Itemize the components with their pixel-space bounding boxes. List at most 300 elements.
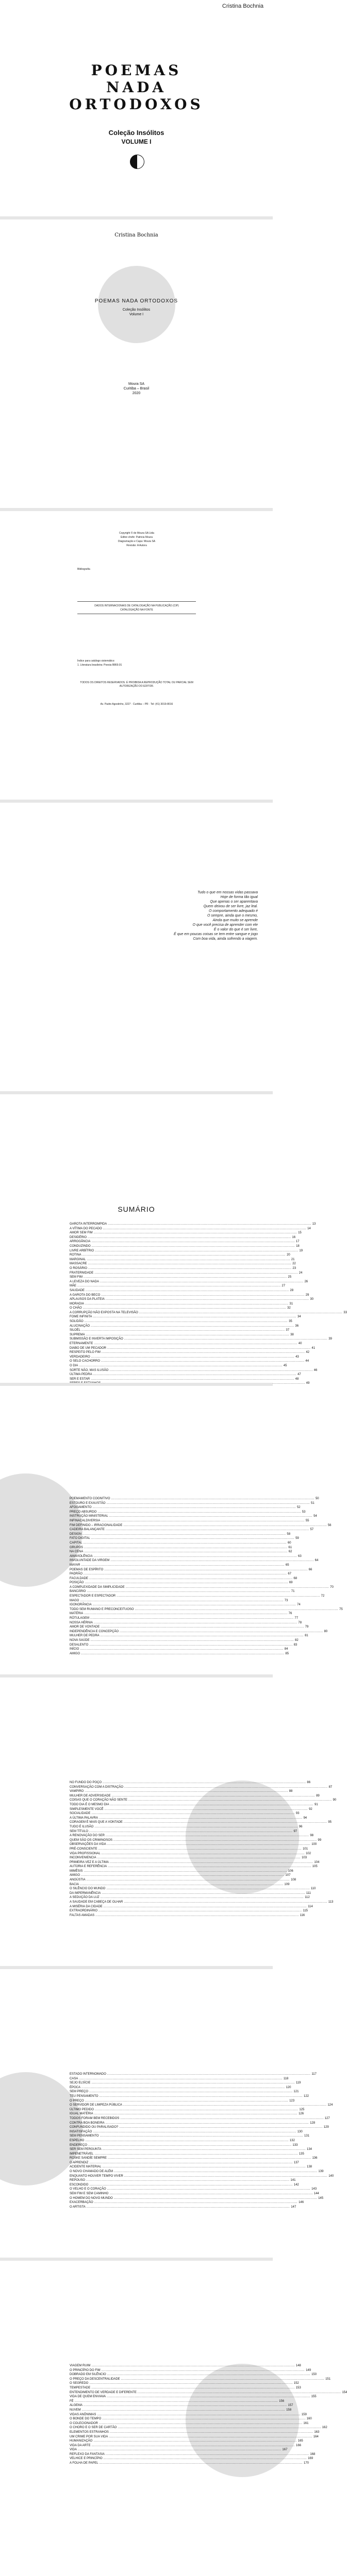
toc-entry-title: TEMPESTADE <box>70 2386 91 2389</box>
toc-dot-leader <box>105 1807 308 1812</box>
toc-entry-page: 83 <box>293 1643 298 1647</box>
toc-entry-page: 66 <box>308 1568 312 1571</box>
toc-entry <box>70 2139 295 2143</box>
toc-dot-leader <box>91 1355 294 1360</box>
toc-dot-leader <box>80 1599 283 1603</box>
cover-page <box>0 0 273 216</box>
toc-entry-page: 127 <box>324 2116 330 2120</box>
toc-entry-page: 133 <box>292 2143 298 2147</box>
toc-dot-leader <box>124 1820 327 1825</box>
toc-entry-page: 122 <box>303 2094 309 2098</box>
toc-entry-page: 153 <box>295 2386 301 2389</box>
toc-dot-leader <box>109 1368 312 1373</box>
toc-entry-page: 74 <box>297 1603 301 1607</box>
toc-dot-leader <box>88 1235 291 1240</box>
toc-entry <box>70 1222 316 1227</box>
toc-entry <box>70 1342 302 1346</box>
toc-page-2 <box>0 1386 343 1674</box>
toc-entry-title: SIMPLESMENTE VOCÊ <box>70 1807 104 1811</box>
toc-entry-title: INVOLUNTADE DA VIRGEM <box>70 1559 110 1563</box>
toc-dot-leader <box>126 1585 329 1590</box>
toc-dot-leader <box>89 2090 292 2094</box>
toc-dot-leader <box>99 2421 302 2426</box>
toc-entry <box>70 2456 313 2461</box>
toc-entry <box>70 1505 301 1510</box>
toc-dot-leader <box>107 1501 310 1506</box>
toc-entry-page: 68 <box>293 1577 298 1580</box>
toc-entry-title: NOSSA HÉRNIA <box>70 1621 93 1624</box>
toc-entry-title: HUMANIZAÇÃO <box>70 2439 93 2443</box>
toc-entry-page: 100 <box>311 1843 317 1846</box>
toc-entry <box>70 1280 308 1284</box>
toc-entry-title: O ROSÁRIO <box>70 1266 88 1270</box>
toc-page-5 <box>0 2261 347 2549</box>
toc-entry-page: 108 <box>291 1878 296 1882</box>
toc-entry-title: AMIGO <box>70 1652 80 1655</box>
toc-entry <box>70 1572 291 1577</box>
toc-page-1 <box>0 1094 347 1385</box>
toc-dot-leader <box>86 1333 289 1337</box>
toc-entry <box>70 2417 312 2421</box>
toc-entry <box>70 1895 310 1900</box>
half-title-volume: Volume I <box>129 313 144 316</box>
toc-dot-leader <box>124 1785 327 1790</box>
toc-dot-leader <box>97 1856 301 1860</box>
toc-entry <box>70 1523 332 1528</box>
toc-dot-leader <box>91 1638 294 1643</box>
toc-entry-page: 60 <box>287 1541 291 1545</box>
toc-dot-leader <box>79 1364 282 1368</box>
toc-entry-page: 107 <box>285 1874 291 1877</box>
toc-entry <box>70 2134 309 2139</box>
toc-entry <box>70 1532 291 1537</box>
toc-entry-title: VIDA <box>70 2448 77 2452</box>
toc-entry-title: A RENOVAÇÃO DO SER <box>70 1834 105 1838</box>
toc-dot-leader <box>94 2200 298 2205</box>
toc-entry-page: 41 <box>311 1346 316 1350</box>
rule <box>77 601 196 602</box>
toc-dot-leader <box>88 2143 291 2148</box>
poem-line: Que apenas o ser aparentava <box>210 900 258 904</box>
toc-entry <box>70 2426 327 2430</box>
toc-entry-title: NA CENA <box>70 1550 84 1554</box>
toc-entry-title: ENQUANTO HOUVER TEMPO VIVER <box>70 2174 123 2178</box>
toc-dot-leader <box>106 1834 309 1838</box>
toc-entry-title: ESPECTADOR E ESPECTADOR <box>70 1595 116 1598</box>
toc-dot-leader <box>108 2156 311 2161</box>
toc-entry <box>70 1346 316 1351</box>
toc-entry-title: CONVERSAÇÃO COM A DISTRAÇÃO <box>70 1785 124 1789</box>
toc-entry <box>70 1607 343 1612</box>
toc-dot-leader <box>98 1847 302 1852</box>
toc-entry-page: 120 <box>286 2086 291 2089</box>
toc-entry-page: 141 <box>290 2179 296 2182</box>
toc-entry-title: ANGÚSTIA <box>70 1878 86 1882</box>
toc-dot-leader <box>110 1803 313 1807</box>
toc-entry-page: 95 <box>328 1821 332 1824</box>
toc-entry <box>70 1594 325 1599</box>
toc-entry-page: 79 <box>305 1625 309 1629</box>
toc-entry <box>70 2116 330 2121</box>
toc-entry-title: VIDA DE QUEM ENVIAVA <box>70 2395 106 2399</box>
toc-dot-leader <box>107 2072 310 2077</box>
toc-entry <box>70 1820 332 1825</box>
toc-dot-leader <box>91 1811 294 1816</box>
toc-entry-title: ETERNAMENTE <box>70 1342 93 1346</box>
toc-entry <box>70 2421 309 2426</box>
toc-entry-page: 75 <box>339 1607 343 1611</box>
toc-entry <box>70 2161 299 2165</box>
index-item: 1. Literatura brasileira: Poesia B869.91 <box>77 664 122 667</box>
toc-entry-page: 58 <box>287 1532 291 1536</box>
toc-entry-page: 117 <box>311 2073 317 2076</box>
toc-entry <box>70 1807 312 1812</box>
toc-entry-title: A SAUDADE EM CABEÇA DE OLHAR <box>70 1901 123 1904</box>
toc-entry <box>70 1887 316 1891</box>
toc-entry-title: AFOGAMENTO <box>70 1506 92 1510</box>
toc-list <box>70 1781 337 1918</box>
toc-entry-page: 14 <box>307 1227 311 1230</box>
toc-dot-leader <box>91 1324 294 1329</box>
toc-entry <box>70 2448 288 2452</box>
toc-entry-page: 34 <box>297 1315 301 1319</box>
isbn-label: Bibliografia <box>77 568 90 571</box>
toc-entry-title: CORAGEM É MAIS QUE A VONTADE <box>70 1821 123 1824</box>
toc-entry <box>70 2444 301 2448</box>
toc-entry-page: 115 <box>303 1909 308 1913</box>
toc-entry <box>70 1315 301 1319</box>
toc-dot-leader <box>114 2170 317 2174</box>
toc-entry-title: DESALENTO <box>70 1643 89 1647</box>
toc-page-3 <box>0 1677 337 1966</box>
toc-dot-leader <box>88 1262 291 1266</box>
toc-entry-page: 40 <box>298 1342 302 1346</box>
toc-entry-title: TODO DIA É O MESMO DIA <box>70 1803 109 1806</box>
toc-entry-page: 62 <box>288 1550 292 1554</box>
toc-entry-title: RESPEITO PELO FIM <box>70 1351 101 1354</box>
toc-entry-title: REPOUSO <box>70 2179 86 2182</box>
toc-dot-leader <box>90 1616 293 1621</box>
toc-entry <box>70 1905 313 1909</box>
toc-dot-leader <box>107 2395 310 2399</box>
toc-entry-title: AUTORIA E REFERÊNCIA <box>70 1865 107 1869</box>
toc-entry-page: 18 <box>296 1244 300 1248</box>
toc-dot-leader <box>85 2099 288 2104</box>
toc-entry <box>70 1630 328 1634</box>
toc-entry-page: 99 <box>318 1838 322 1842</box>
toc-entry-title: UM CRIME POR SUA VIDA <box>70 2435 108 2438</box>
toc-entry-title: ALGEMA <box>70 2404 83 2408</box>
toc-entry-title: A COMPLEXIDADE DA SIMPLICIDADE <box>70 1585 125 1589</box>
toc-entry-page: 42 <box>306 1351 309 1354</box>
toc-entry <box>70 1603 301 1607</box>
toc-entry-page: 139 <box>318 2170 324 2174</box>
toc-entry-page: 155 <box>311 2395 317 2399</box>
toc-entry-page: 116 <box>300 1913 305 1917</box>
toc-dot-leader <box>89 1577 292 1581</box>
toc-dot-leader <box>113 1838 317 1843</box>
toc-entry-title: INFINACALDIVERSIA <box>70 1519 101 1522</box>
toc-entry-title: MIMÊSIS <box>70 1869 83 1873</box>
toc-entry <box>70 1368 318 1373</box>
cover-volume: VOLUME I <box>121 138 152 145</box>
design-line: Diagramação e Capa: Moura SA <box>118 540 156 543</box>
toc-entry-page: 137 <box>293 2161 299 2164</box>
toc-entry-title: O VELHO E O CORAÇÃO <box>70 2188 106 2191</box>
toc-entry <box>70 1883 290 1887</box>
toc-page-4 <box>0 1969 334 2258</box>
toc-entry-page: 54 <box>313 1515 317 1518</box>
toc-entry-page: 30 <box>310 1298 314 1301</box>
toc-dot-leader <box>120 2116 323 2121</box>
toc-entry-page: 27 <box>282 1284 286 1288</box>
toc-entry <box>70 1647 288 1652</box>
toc-entry <box>70 2143 298 2148</box>
toc-entry-page: 168 <box>310 2452 316 2456</box>
toc-entry <box>70 1891 311 1896</box>
toc-entry <box>70 2413 307 2417</box>
toc-entry-title: O SILÊNCIO DO MUNDO <box>70 1887 106 1891</box>
toc-dot-leader <box>85 1302 288 1307</box>
half-title-author: Cristina Bochnia <box>114 232 158 238</box>
toc-entry <box>70 2072 317 2077</box>
toc-entry-page: 56 <box>327 1523 332 1527</box>
toc-entry-page: 81 <box>305 1634 308 1638</box>
toc-entry-title: ELEMENTOS ESTRANHOS <box>70 2430 109 2434</box>
toc-entry <box>70 1249 303 1253</box>
toc-dot-leader <box>102 2417 305 2421</box>
toc-entry <box>70 2205 296 2210</box>
toc-entry-title: MAYAR <box>70 1563 80 1567</box>
toc-dot-leader <box>85 1789 288 1794</box>
toc-entry-page: 156 <box>279 2399 285 2403</box>
toc-entry-title: O CHORO E O SER DE CARTÃO <box>70 2426 117 2430</box>
toc-dot-leader <box>89 1829 292 1834</box>
toc-entry-title: ÚLTIMO PEDIDO <box>70 2108 94 2111</box>
toc-entry-title: CASA <box>70 2077 78 2080</box>
toc-entry-page: 111 <box>306 1891 311 1895</box>
toc-entry-page: 158 <box>286 2408 292 2412</box>
toc-entry <box>70 1577 298 1581</box>
toc-entry-page: 85 <box>285 1652 289 1655</box>
toc-entry-title: A GAROTA DO BECO <box>70 1293 101 1297</box>
toc-dot-leader <box>100 2461 303 2466</box>
toc-entry-page: 55 <box>305 1519 309 1522</box>
toc-entry-page: 50 <box>315 1497 319 1500</box>
toc-dot-leader <box>84 1612 287 1616</box>
toc-dot-leader <box>104 1905 307 1909</box>
half-title-page <box>0 219 273 508</box>
toc-entry <box>70 1328 290 1333</box>
toc-entry-page: 28 <box>290 1289 294 1292</box>
toc-list <box>70 2072 334 2209</box>
toc-entry-page: 48 <box>295 1377 299 1381</box>
toc-dot-leader <box>84 1869 287 1874</box>
toc-entry-title: SEM FIM <box>70 1276 82 1279</box>
toc-entry <box>70 2364 301 2368</box>
cip-subtitle: CATALOGAÇÃO NA FONTE <box>120 608 153 612</box>
toc-entry-page: 43 <box>295 1355 299 1359</box>
toc-entry <box>70 2377 331 2382</box>
toc-dot-leader <box>118 2426 321 2430</box>
toc-entry <box>70 1825 303 1829</box>
toc-entry-title: ACIDENTE MATERIAL <box>70 2165 102 2169</box>
toc-entry <box>70 2391 347 2395</box>
toc-entry <box>70 2147 312 2152</box>
toc-entry-title: O PREÇO <box>70 2099 84 2103</box>
toc-dot-leader <box>138 2391 341 2395</box>
toc-dot-leader <box>94 2152 298 2157</box>
toc-entry-title: TODOS FORAM BEM RECEBIDOS <box>70 2116 120 2120</box>
cip-title: DADOS INTERNACIONAIS DE CATALOGAÇÃO NA PUBLICAÇÃO (CIP) <box>94 604 179 607</box>
toc-dot-leader <box>85 2139 288 2143</box>
toc-dot-leader <box>91 2081 294 2086</box>
toc-dot-leader <box>94 1825 298 1829</box>
toc-entry-page: 136 <box>312 2157 318 2160</box>
toc-entry <box>70 1589 295 1594</box>
toc-entry-title: ÉPOCA <box>70 2086 81 2089</box>
toc-entry-page: 44 <box>305 1360 309 1363</box>
toc-entry-title: MORADIA <box>70 1302 85 1306</box>
review-line: Revisão: A Autora <box>126 544 147 547</box>
toc-entry-title: A VÍTIMA DO PECADO <box>70 1227 102 1230</box>
toc-entry-title: SORTE NÃO, MAS ILUSÃO <box>70 1368 109 1372</box>
poem-line: O comportamento adequado é <box>209 909 258 913</box>
toc-entry-page: 46 <box>313 1368 318 1372</box>
toc-entry-page: 138 <box>306 2165 312 2169</box>
toc-entry-page: 22 <box>292 1262 296 1266</box>
toc-entry-title: ALUCINAÇÃO <box>70 1324 90 1328</box>
toc-entry-title: A SEDUÇÃO DA LUZ <box>70 1896 100 1900</box>
toc-dot-leader <box>84 1541 287 1546</box>
toc-entry <box>70 2430 320 2435</box>
toc-entry-page: 59 <box>295 1537 299 1540</box>
toc-entry-title: DA IMPERMANÊNCIA <box>70 1891 101 1895</box>
toc-entry <box>70 2170 324 2174</box>
toc-entry <box>70 1364 287 1368</box>
toc-entry <box>70 2395 317 2399</box>
toc-dot-leader <box>104 2456 307 2461</box>
toc-dot-leader <box>104 1568 307 1572</box>
toc-dot-leader <box>106 2452 309 2457</box>
toc-entry-title: SER SEM PERGUNTA <box>70 2148 102 2151</box>
toc-entry-title: O SELO CACHORRO <box>70 1360 101 1363</box>
toc-entry <box>70 2156 318 2161</box>
toc-entry-page: 39 <box>328 1337 332 1341</box>
toc-entry-page: 166 <box>295 2444 301 2447</box>
toc-entry <box>70 1514 317 1519</box>
toc-entry-title: A MISÉRIA DA CIDADE <box>70 1905 103 1908</box>
toc-entry <box>70 2121 316 2126</box>
rights-notice: TODOS OS DIREITOS RESERVADOS. É PROIBIDA A REPRODUÇÃO TOTAL OU PARCIAL SEM AUTORIZAÇÃO DO EDITOR. <box>80 681 193 688</box>
toc-entry-title: ROSKE SANDÍE SEMPRE <box>70 2157 107 2160</box>
toc-entry-page: 112 <box>305 1896 310 1900</box>
toc-entry-title: O DIA <box>70 1364 78 1367</box>
toc-dot-leader <box>91 1536 294 1541</box>
toc-entry-page: 15 <box>298 1231 302 1235</box>
toc-entry-page: 86 <box>307 1781 311 1784</box>
toc-entry-title: LIVRE ARBÍTRIO <box>70 1249 94 1252</box>
toc-entry-page: 33 <box>343 1311 347 1314</box>
half-title-collection: Coleção Insólitos <box>122 308 151 312</box>
toc-entry-page: 53 <box>302 1510 306 1514</box>
poem-line: É o valor do que é ser livre, <box>213 928 258 931</box>
toc-dot-leader <box>135 1607 338 1612</box>
toc-entry <box>70 2435 319 2439</box>
toc-entry <box>70 2103 333 2108</box>
toc-entry <box>70 1333 294 1337</box>
toc-entry <box>70 2381 299 2386</box>
toc-entry <box>70 2174 334 2179</box>
toc-entry-title: VIDA PROFISSIONAL <box>70 1852 101 1855</box>
toc-entry <box>70 2183 299 2188</box>
publisher-city: Curitiba – Brasil <box>123 387 150 391</box>
toc-entry <box>70 2108 305 2112</box>
poem-line: Quem deixou de ser livre, jaz leal. <box>203 905 258 908</box>
toc-dot-leader <box>97 1510 301 1515</box>
toc-dot-leader <box>100 2134 303 2139</box>
toc-entry-title: GAROTA INTERROMPIDA <box>70 1223 107 1226</box>
toc-entry <box>70 1838 322 1843</box>
toc-dot-leader <box>124 1337 327 1342</box>
toc-entry <box>70 1816 307 1821</box>
toc-entry-page: 154 <box>342 2391 347 2394</box>
toc-dot-leader <box>91 1377 294 1382</box>
toc-entry-page: 71 <box>291 1590 295 1594</box>
toc-dot-leader <box>93 1603 296 1607</box>
toc-entry <box>70 1289 294 1293</box>
toc-entry-title: FALTAS AMADAS <box>70 1913 95 1917</box>
toc-entry-title: FÉ <box>70 2399 74 2403</box>
toc-dot-leader <box>102 1852 305 1856</box>
toc-dot-leader <box>85 1319 288 1324</box>
toc-entry <box>70 1900 334 1905</box>
toc-entry <box>70 1231 302 1235</box>
toc-entry-page: 49 <box>306 1382 310 1385</box>
toc-entry <box>70 1563 289 1568</box>
toc-entry-title: ENTENDIMENTO DE VERDADE E DIFERENTE <box>70 2391 137 2394</box>
toc-entry-title: CADEIRA BALANÇANTE <box>70 1528 105 1532</box>
toc-entry <box>70 2090 299 2094</box>
publisher-name: Moura SA <box>128 382 145 386</box>
toc-entry-title: ESTOURO E EXAUSTÃO <box>70 1501 106 1505</box>
toc-dot-leader <box>91 2386 294 2391</box>
toc-entry-page: 87 <box>328 1785 333 1789</box>
toc-entry <box>70 1865 318 1869</box>
toc-entry-page: 114 <box>308 1905 313 1908</box>
toc-entry <box>70 2200 304 2205</box>
epigraph-poem <box>139 890 258 941</box>
toc-entry <box>70 2086 291 2090</box>
toc-dot-leader <box>109 2192 312 2196</box>
toc-dot-leader <box>101 1519 304 1523</box>
poem-line: Hoje de forma tão igual <box>220 895 258 899</box>
toc-entry-page: 96 <box>299 1825 303 1828</box>
toc-entry-title: SUPREMA <box>70 1333 85 1336</box>
toc-entry-page: 16 <box>292 1235 296 1239</box>
toc-entry-title: SER E ESTAR <box>70 1377 90 1381</box>
toc-entry-title: VELHICE E PRINCÍPIO <box>70 2457 103 2461</box>
toc-entry <box>70 2130 303 2134</box>
toc-entry-page: 36 <box>295 1324 299 1328</box>
toc-entry-page: 143 <box>311 2188 317 2191</box>
toc-entry-title: O COLECIONADOR <box>70 2421 98 2425</box>
toc-entry <box>70 1878 296 1883</box>
toc-entry <box>70 1258 295 1262</box>
toc-entry-title: NOVA SAÚDE <box>70 1639 90 1642</box>
toc-entry-page: 88 <box>289 1790 293 1793</box>
toc-entry-page: 51 <box>310 1501 315 1505</box>
